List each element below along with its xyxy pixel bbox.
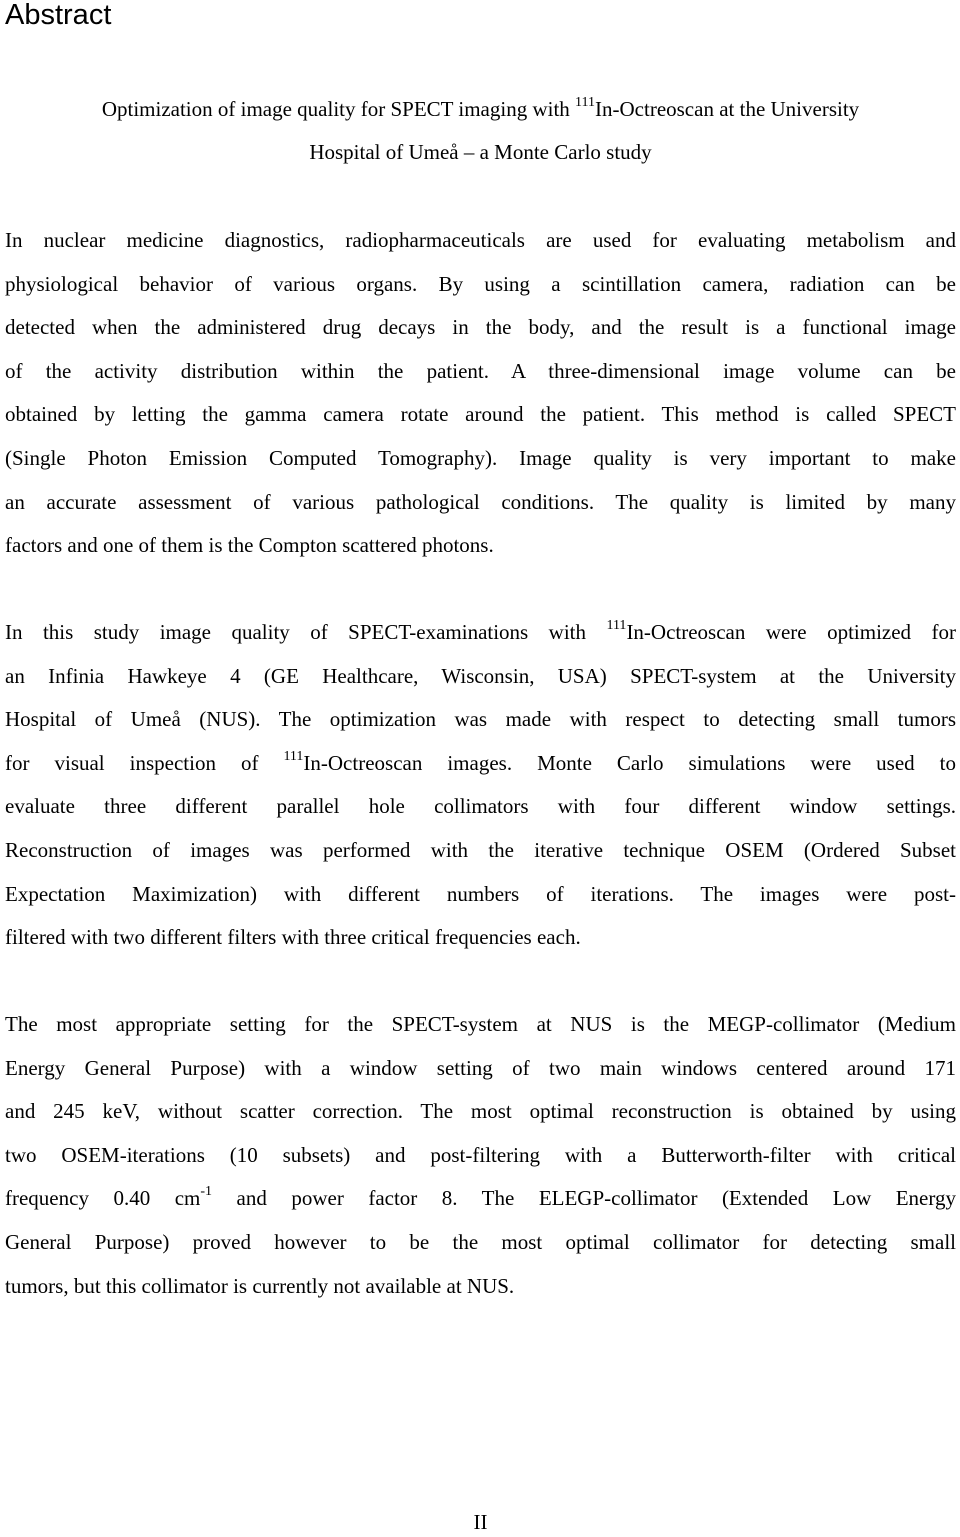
text-part: In this study image quality of SPECT-examinations with: [5, 620, 607, 644]
text-line: two OSEM-iterations (10 subsets) and post-filtering with a Butterworth-filter with critical: [5, 1142, 956, 1167]
text-line: an Infinia Hawkeye 4 (GE Healthcare, Wisconsin, USA) SPECT-system at the University: [5, 663, 956, 688]
text-part: In-Octreoscan images. Monte Carlo simulations were used to: [303, 750, 956, 775]
text-line: [5, 1177, 956, 1221]
page-number: II: [473, 1510, 488, 1534]
isotope-mass-number: 111: [283, 748, 304, 764]
text-line: and 245 keV, without scatter correction. The most optimal reconstruction is obtained by using: [5, 1099, 956, 1124]
text-line: General Purpose) proved however to be the most optimal collimator for detecting small: [5, 1229, 956, 1254]
title-text-part: Optimization of image quality for SPECT imaging with: [101, 97, 576, 121]
unit-exponent: -1: [200, 1184, 213, 1200]
text-line: evaluate three different parallel hole collimators with four different window settings.: [5, 794, 956, 819]
section-heading: Abstract: [5, 0, 112, 31]
text-line: tumors, but this collimator is currently not available at NUS.: [5, 1273, 515, 1298]
text-line: filtered with two different filters with three critical frequencies each.: [5, 925, 581, 950]
text-line: physiological behavior of various organs. By using a scintillation camera, radiation can be: [5, 271, 956, 296]
text-line: (Single Photon Emission Computed Tomography). Image quality is very important to make: [5, 445, 956, 470]
thesis-title: [5, 88, 956, 174]
text-line: of the activity distribution within the patient. A three-dimensional image volume can be: [5, 358, 956, 383]
text-line: Expectation Maximization) with different numbers of iterations. The images were post-: [5, 881, 956, 906]
thesis-title-line-2: Hospital of Umeå – a Monte Carlo study: [309, 140, 652, 164]
text-line: an accurate assessment of various pathological conditions. The quality is limited by many: [5, 489, 956, 514]
isotope-mass-number: 111: [606, 618, 627, 633]
text-line: In nuclear medicine diagnostics, radiopharmaceuticals are used for evaluating metabolism and: [5, 228, 956, 252]
text-line: factors and one of them is the Compton scattered photons.: [5, 533, 494, 558]
text-line: Energy General Purpose) with a window setting of two main windows centered around 171: [5, 1055, 956, 1080]
text-line: [5, 611, 956, 655]
abstract-paragraph-1: [5, 219, 956, 568]
text-part: for visual inspection of: [5, 750, 284, 775]
document-page: [5, 0, 956, 1537]
text-line: [5, 742, 956, 786]
isotope-mass-number: 111: [575, 95, 596, 110]
text-line: obtained by letting the gamma camera rotate around the patient. This method is called SPECT: [5, 402, 956, 427]
text-part: frequency 0.40 cm: [5, 1186, 201, 1211]
text-part: In-Octreoscan were optimized for: [626, 620, 956, 644]
abstract-paragraph-2: [5, 611, 956, 960]
abstract-paragraph-3: [5, 1003, 956, 1308]
text-part: and power factor 8. The ELEGP-collimator (Extended Low Energy: [212, 1186, 956, 1211]
thesis-title-line-1: [5, 88, 956, 131]
text-line: The most appropriate setting for the SPECT-system at NUS is the MEGP-collimator (Medium: [5, 1012, 956, 1036]
text-line: detected when the administered drug decays in the body, and the result is a functional image: [5, 315, 956, 340]
text-line: Reconstruction of images was performed with the iterative technique OSEM (Ordered Subset: [5, 837, 956, 862]
title-text-part: In-Octreoscan at the University: [595, 97, 860, 121]
text-line: Hospital of Umeå (NUS). The optimization was made with respect to detecting small tumors: [5, 707, 956, 732]
